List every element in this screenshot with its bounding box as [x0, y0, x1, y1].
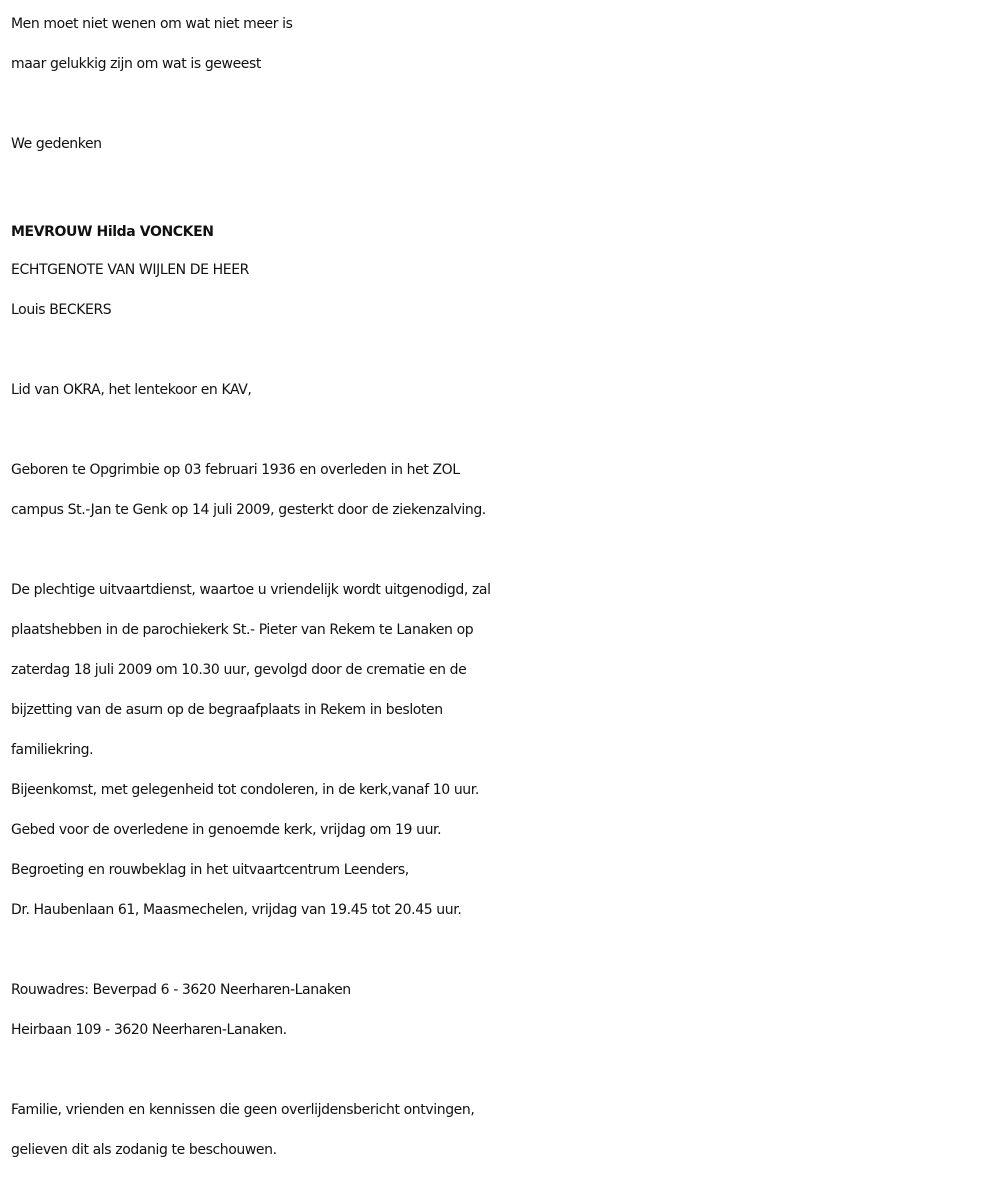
ceremony-line: Begroeting en rouwbeklag in het uitvaartcentrum Leenders,: [11, 862, 409, 878]
spouse-name: Louis BECKERS: [11, 302, 112, 318]
closing-line-2: gelieven dit als zodanig te beschouwen.: [11, 1142, 277, 1158]
relation-text: ECHTGENOTE VAN WIJLEN DE HEER: [11, 262, 250, 278]
ceremony-line: Dr. Haubenlaan 61, Maasmechelen, vrijdag van 19.45 tot 20.45 uur.: [11, 902, 462, 918]
deceased-name: MEVROUW Hilda VONCKEN: [11, 224, 214, 240]
ceremony-line: Gebed voor de overledene in genoemde kerk, vrijdag om 19 uur.: [11, 822, 442, 838]
quote-line-1: Men moet niet wenen om wat niet meer is: [11, 16, 293, 32]
membership-text: Lid van OKRA, het lentekoor en KAV,: [11, 382, 252, 398]
spacer: [11, 1050, 996, 1090]
spacer: [11, 530, 996, 570]
spacer: [11, 410, 996, 450]
spacer: [11, 164, 996, 204]
ceremony-line: plaatshebben in de parochiekerk St.- Pieter van Rekem te Lanaken op: [11, 622, 474, 638]
mourning-address: Rouwadres: Beverpad 6 - 3620 Neerharen-Lanaken: [11, 982, 351, 998]
closing-line-1: Familie, vrienden en kennissen die geen overlijdensbericht ontvingen,: [11, 1102, 475, 1118]
birth-death-line-2: campus St.-Jan te Genk op 14 juli 2009, gesterkt door de ziekenzalving.: [11, 502, 486, 518]
spacer: [11, 84, 996, 124]
spacer: [11, 330, 996, 370]
ceremony-line: bijzetting van de asurn op de begraafplaats in Rekem in besloten: [11, 702, 443, 718]
quote-line-2: maar gelukkig zijn om wat is geweest: [11, 56, 261, 72]
spacer: [11, 930, 996, 970]
obituary-notice: [11, 4, 996, 1170]
ceremony-line: De plechtige uitvaartdienst, waartoe u vriendelijk wordt uitgenodigd, zal: [11, 582, 491, 598]
birth-death-line-1: Geboren te Opgrimbie op 03 februari 1936 en overleden in het ZOL: [11, 462, 460, 478]
ceremony-line: Bijeenkomst, met gelegenheid tot condoleren, in de kerk,vanaf 10 uur.: [11, 782, 479, 798]
ceremony-line: familiekring.: [11, 742, 94, 758]
intro-text: We gedenken: [11, 136, 102, 152]
ceremony-line: zaterdag 18 juli 2009 om 10.30 uur, gevolgd door de crematie en de: [11, 662, 467, 678]
second-address: Heirbaan 109 - 3620 Neerharen-Lanaken.: [11, 1022, 287, 1038]
